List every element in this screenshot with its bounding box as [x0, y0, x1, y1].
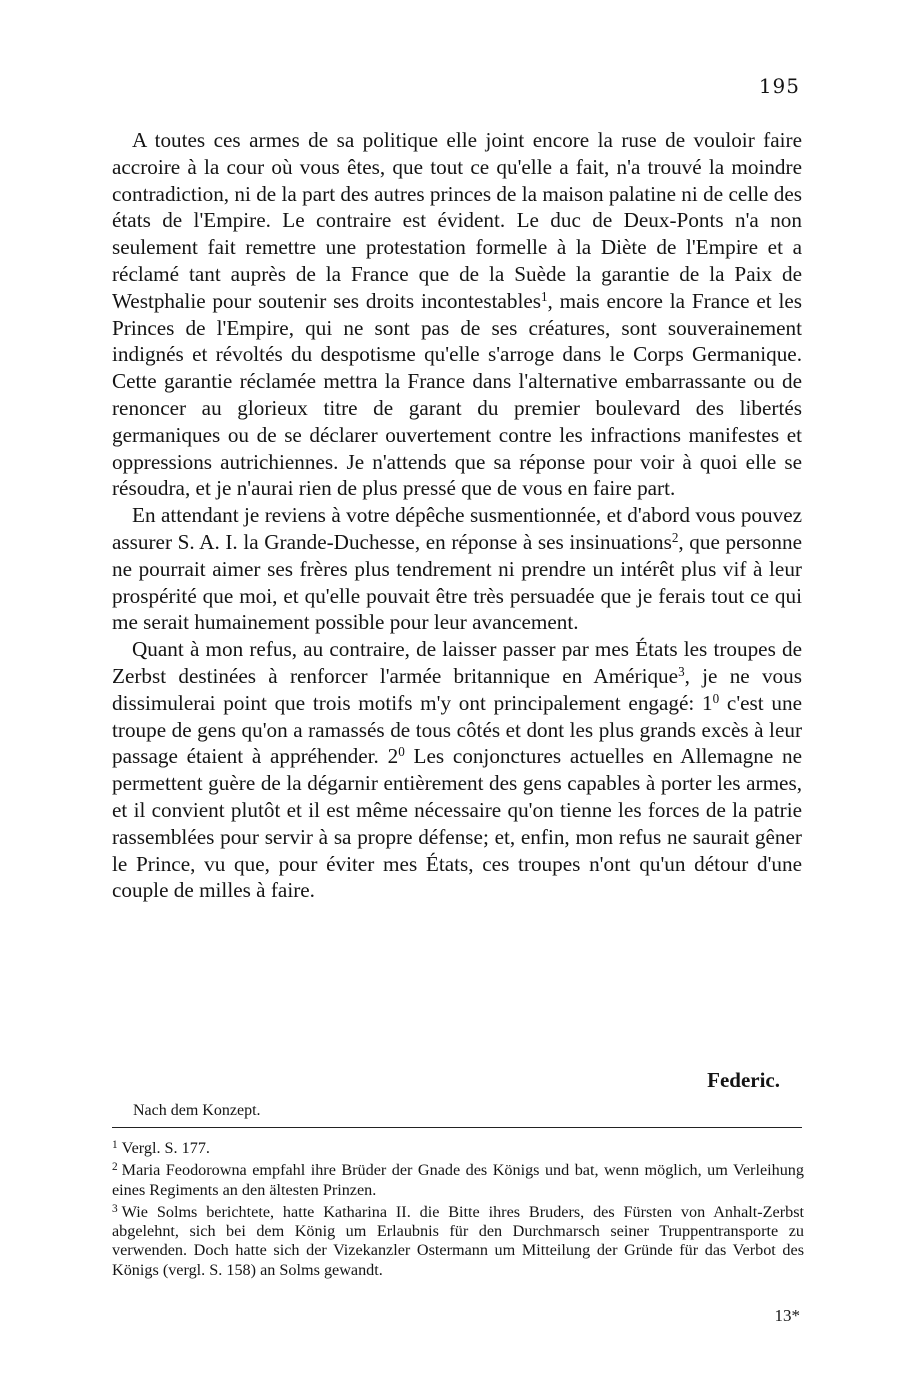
footnote-ref-3: 3 — [678, 663, 685, 679]
letter-body — [112, 127, 802, 904]
paragraph-1-text-b: , mais encore la France et les Princes de l'Empire, qui ne sont pas de ses créatures, sont souverainement indignés et révoltés du despotisme qu'elle s'arroge dans le Corps Germanique. Cette garantie réclamée mettra la France dans l'alternative embarrassante ou de renoncer au glorieux titre de garant du premier boulevard des libertés germaniques ou de se déclarer ouvertement contre les infractions manifestes et oppressions autrichiennes. Je n'attends que sa réponse pour voir à quoi elle se résoudra, et je n'aurai rien de plus pressé que de vous en faire part. — [112, 288, 802, 501]
footnote-mark: 3 — [112, 1202, 118, 1215]
signature: Federic. — [707, 1068, 780, 1092]
paragraph-1 — [112, 127, 802, 502]
paragraph-3 — [112, 636, 802, 904]
footnote-text: Wie Solms berichtete, hatte Katharina II. die Bitte ihres Bruders, des Fürsten von Anhalt-Zerbst abgelehnt, sich bei dem König um Erlaubnis für den Durchmarsch seiner Truppentransporte zu verwenden. Doch hatte sich der Vizekanzler Ostermann um Mitteilung der Gründe für das Verbot des Königs (vergl. S. 158) an Solms gewandt. — [112, 1202, 804, 1279]
footnote-ref-2: 2 — [671, 529, 679, 545]
footnote-mark: 2 — [112, 1161, 118, 1174]
footnote-text: Vergl. S. 177. — [121, 1139, 210, 1158]
footnote-ref-1: 1 — [540, 288, 548, 304]
paragraph-1-text-a: A toutes ces armes de sa politique elle joint encore la ruse de vouloir faire accroire à la cour où vous êtes, que tout ce qu'elle a fait, n'a trouvé la moindre contradiction, ni de la part des autres princes de la maison palatine ni de celle des états de l'Empire. Le contraire est évident. Le duc de Deux-Ponts n'a non seulement fait remettre une protestation formelle à la Diète de l'Empire et a réclamé tant auprès de la France que de la Suède la garantie de la Paix de Westphalie pour soutenir ses droits incontestables — [112, 128, 802, 313]
footnotes — [112, 1136, 804, 1280]
paragraph-3-text-b: , je ne vous dissimulerai point que trois motifs m'y ont principalement engagé: 1 — [112, 663, 802, 715]
ordinal-degree-1: 0 — [712, 690, 720, 706]
page-number: 195 — [758, 74, 800, 98]
paragraph-3-text-d: Les conjonctures actuelles en Allemagne ne permettent guère de la dégarnir entièrement des gens capables à porter les armes, et il convient plutôt et il est même nécessaire qu'on tienne les forces de la patrie rassemblées pour servir à sa propre défense; et, enfin, mon refus ne saurait gêner le Prince, vu que, pour éviter mes États, ces troupes n'ont qu'un détour d'une couple de milles à faire. — [112, 744, 802, 903]
signature-mark: 13* — [774, 1306, 800, 1325]
paragraph-2-text-a: En attendant je reviens à votre dépêche susmentionnée, et d'abord vous pouvez assurer S. A. I. la Grande-Duchesse, en réponse à ses insinuations — [112, 503, 802, 554]
source-note: Nach dem Konzept. — [133, 1102, 261, 1119]
footnote-3 — [112, 1200, 804, 1280]
paragraph-3-text-c: c'est une troupe de gens qu'on a ramassés de tous côtés et dont les plus grands excès à leur passage étaient à appréhender. 2 — [112, 690, 802, 769]
paragraph-2-text-b: , que personne ne pourrait aimer ses frères plus tendrement ni prendre un intérêt plus vif à leur prospérité que moi, et qu'elle pouvait être très persuadée que je ferais tout ce qui me serait humainement possible pour leur avancement. — [112, 529, 802, 635]
paragraph-2 — [112, 502, 802, 636]
paragraph-3-text-a: Quant à mon refus, au contraire, de laisser passer par mes États les troupes de Zerbst destinées à renforcer l'armée britannique en Amérique — [112, 637, 802, 688]
footnote-text: Maria Feodorowna empfahl ihre Brüder der Gnade des Königs und bat, wenn möglich, um Verleihung eines Regiments an den ältesten Prinzen. — [112, 1161, 804, 1199]
footnote-1 — [112, 1136, 804, 1158]
ordinal-degree-2: 0 — [398, 744, 405, 760]
footnote-2 — [112, 1158, 804, 1200]
footnote-divider — [112, 1127, 802, 1128]
footnote-mark: 1 — [112, 1139, 118, 1151]
